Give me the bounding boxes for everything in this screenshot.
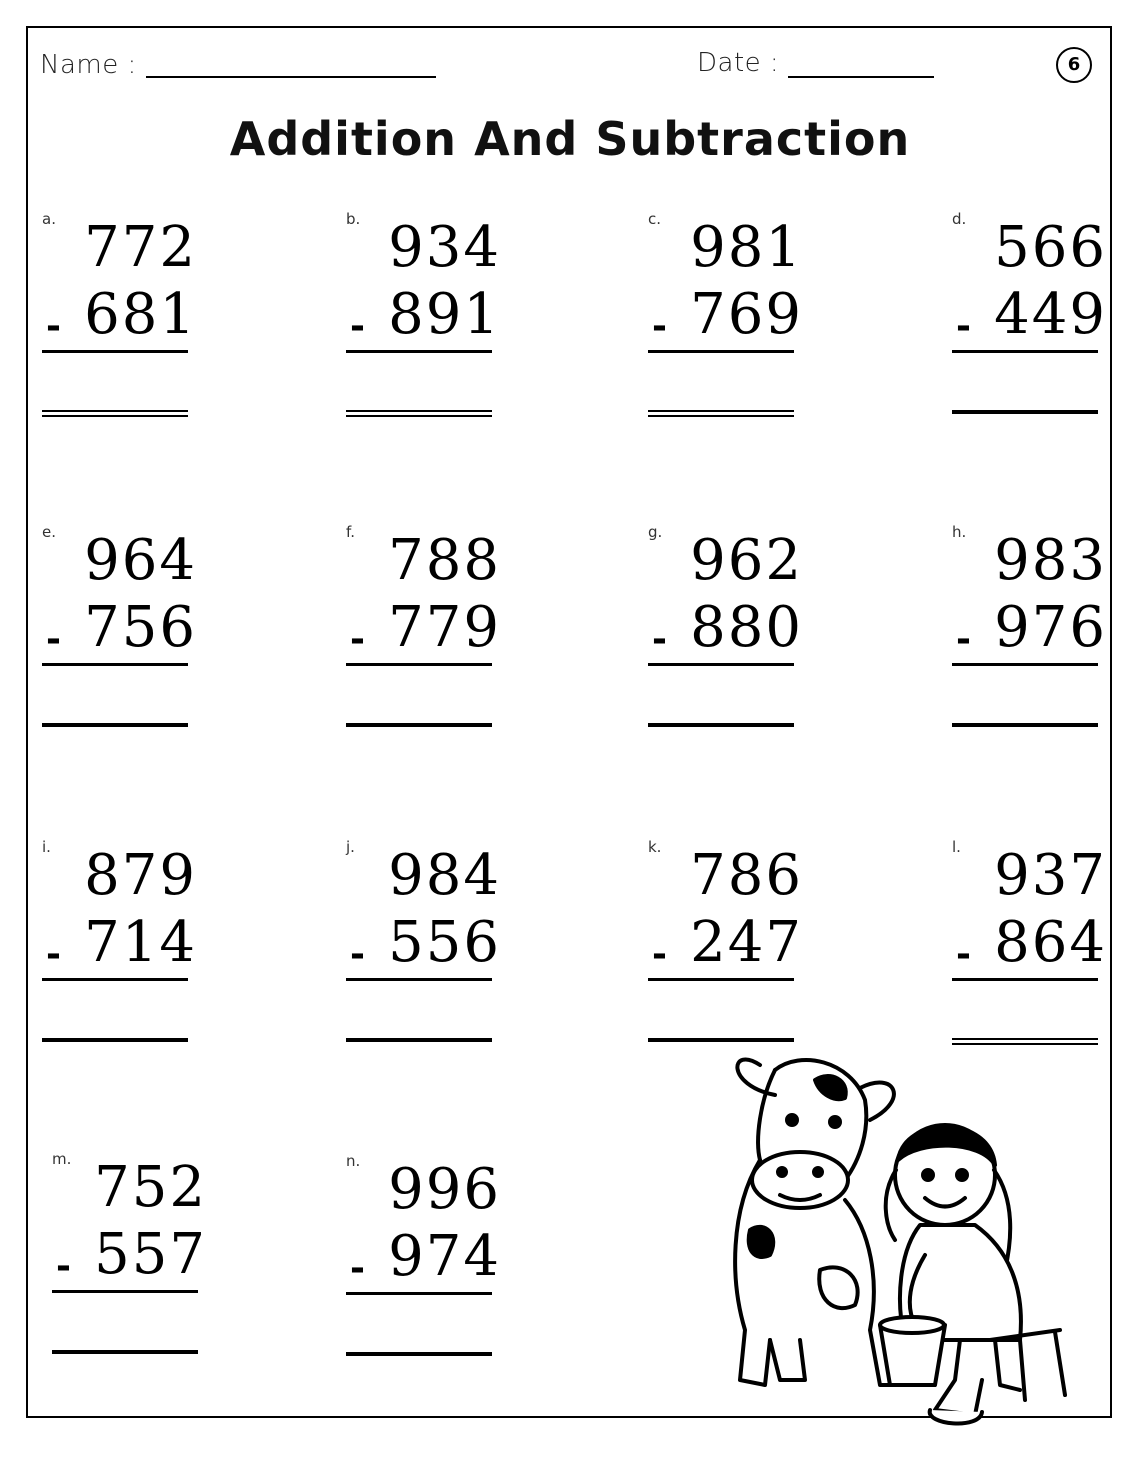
sum-line (952, 978, 1098, 981)
minus-sign: - (652, 934, 667, 975)
answer-line[interactable] (42, 723, 188, 727)
minuend: 964 (84, 528, 197, 593)
problem-h (952, 523, 1112, 743)
minus-sign: - (350, 306, 365, 347)
subtrahend: 247 (690, 910, 803, 975)
minus-sign: - (956, 934, 971, 975)
sum-line (42, 350, 188, 353)
problem-m (52, 1150, 212, 1370)
minuend: 937 (994, 843, 1107, 908)
problem-label: j. (346, 838, 355, 856)
answer-line[interactable] (952, 410, 1098, 414)
sum-line (42, 978, 188, 981)
sum-line (346, 350, 492, 353)
subtrahend: 974 (388, 1224, 501, 1289)
subtrahend: 769 (690, 282, 803, 347)
minuend: 981 (690, 215, 803, 280)
date-label: Date : (697, 48, 780, 78)
minus-sign: - (956, 306, 971, 347)
minuend: 752 (94, 1155, 207, 1220)
sum-line (346, 1292, 492, 1295)
problem-label: g. (648, 523, 663, 541)
sum-line (952, 350, 1098, 353)
answer-line[interactable] (648, 410, 794, 412)
problem-f (346, 523, 506, 743)
minus-sign: - (350, 619, 365, 660)
problem-i (42, 838, 202, 1058)
problem-label: d. (952, 210, 967, 228)
answer-line[interactable] (346, 1352, 492, 1356)
sum-line (42, 663, 188, 666)
minus-sign: - (350, 934, 365, 975)
subtrahend: 779 (388, 595, 501, 660)
problem-b (346, 210, 506, 430)
minuend: 996 (388, 1157, 501, 1222)
answer-line[interactable] (952, 723, 1098, 727)
minus-sign: - (350, 1248, 365, 1289)
minuend: 983 (994, 528, 1107, 593)
subtrahend: 714 (84, 910, 197, 975)
problem-c (648, 210, 808, 430)
subtrahend: 681 (84, 282, 197, 347)
problem-g (648, 523, 808, 743)
minuend: 786 (690, 843, 803, 908)
subtrahend: 449 (994, 282, 1107, 347)
sum-line (648, 663, 794, 666)
minuend: 934 (388, 215, 501, 280)
problem-n (346, 1152, 506, 1372)
minus-sign: - (46, 306, 61, 347)
minus-sign: - (956, 619, 971, 660)
minus-sign: - (652, 306, 667, 347)
problem-label: b. (346, 210, 361, 228)
problem-k (648, 838, 808, 1058)
answer-line[interactable] (648, 723, 794, 727)
subtrahend: 891 (388, 282, 501, 347)
minuend: 788 (388, 528, 501, 593)
answer-line[interactable] (346, 723, 492, 727)
name-field[interactable] (146, 76, 436, 78)
minuend: 772 (84, 215, 197, 280)
answer-line[interactable] (42, 1038, 188, 1042)
minuend: 962 (690, 528, 803, 593)
sum-line (648, 350, 794, 353)
answer-line[interactable] (52, 1350, 198, 1354)
problem-label: e. (42, 523, 56, 541)
problem-label: f. (346, 523, 355, 541)
problem-label: l. (952, 838, 961, 856)
problem-label: n. (346, 1152, 361, 1170)
problem-j (346, 838, 506, 1058)
problem-label: k. (648, 838, 662, 856)
problem-e (42, 523, 202, 743)
subtrahend: 880 (690, 595, 803, 660)
minus-sign: - (652, 619, 667, 660)
problem-label: m. (52, 1150, 72, 1168)
sum-line (648, 978, 794, 981)
subtrahend: 756 (84, 595, 197, 660)
problem-label: i. (42, 838, 51, 856)
problem-label: a. (42, 210, 56, 228)
page-number-badge: 6 (1056, 47, 1092, 83)
sum-line (52, 1290, 198, 1293)
subtrahend: 557 (94, 1222, 207, 1287)
minus-sign: - (46, 619, 61, 660)
problem-a (42, 210, 202, 430)
minus-sign: - (56, 1246, 71, 1287)
minuend: 879 (84, 843, 197, 908)
date-field[interactable] (788, 76, 934, 78)
answer-line[interactable] (346, 410, 492, 412)
minuend: 984 (388, 843, 501, 908)
girl-milking-cow-icon (720, 1040, 1090, 1440)
sum-line (346, 663, 492, 666)
subtrahend: 864 (994, 910, 1107, 975)
problem-d (952, 210, 1112, 430)
subtrahend: 976 (994, 595, 1107, 660)
problem-label: h. (952, 523, 967, 541)
name-label: Name : (40, 50, 137, 80)
sum-line (952, 663, 1098, 666)
sum-line (346, 978, 492, 981)
answer-line[interactable] (42, 410, 188, 412)
minus-sign: - (46, 934, 61, 975)
answer-line[interactable] (346, 1038, 492, 1042)
page-title: Addition And Subtraction (229, 112, 911, 166)
problem-label: c. (648, 210, 662, 228)
subtrahend: 556 (388, 910, 501, 975)
minuend: 566 (994, 215, 1107, 280)
problem-l (952, 838, 1112, 1058)
